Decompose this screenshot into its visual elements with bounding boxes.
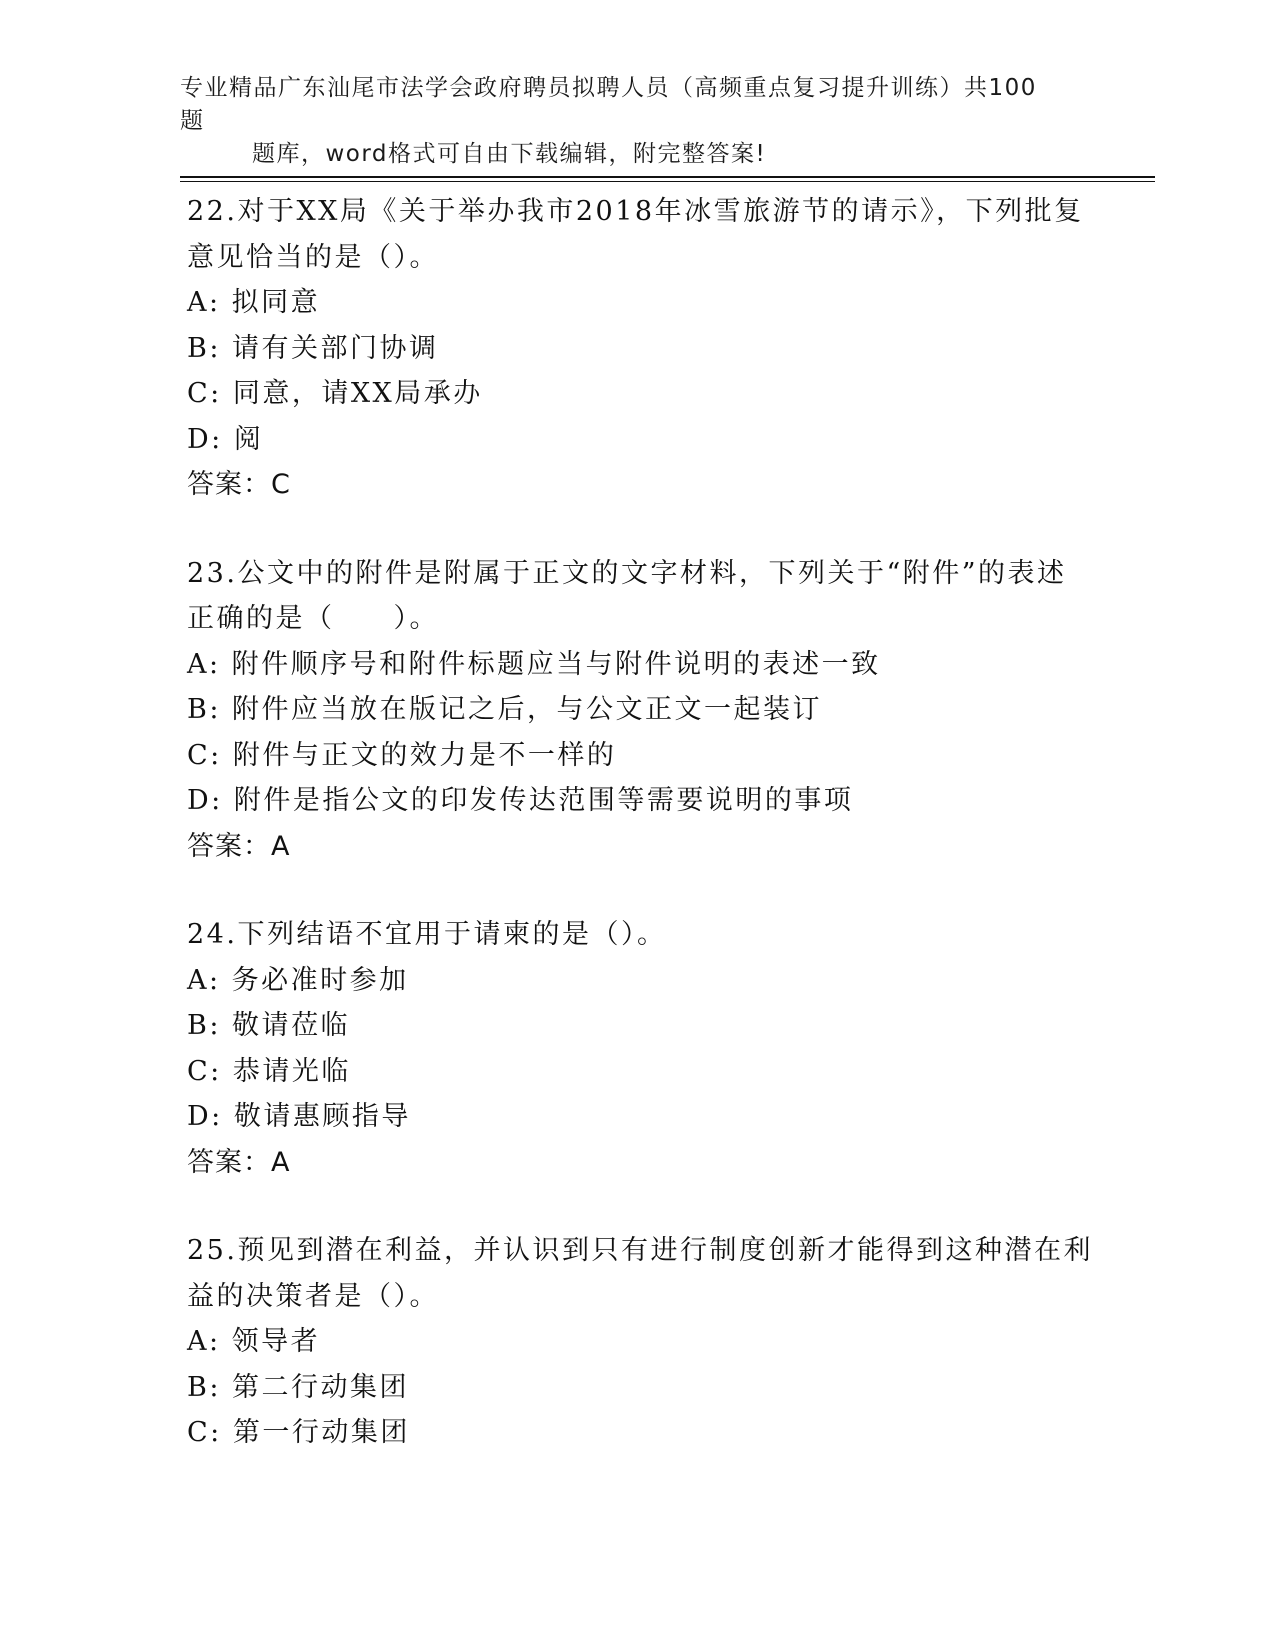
option-c: C: 第一行动集团 — [187, 1417, 410, 1448]
question-stem: 25.预见到潜在利益，并认识到只有进行制度创新才能得到这种潜在利 — [187, 1235, 1093, 1266]
question-23 — [187, 551, 1087, 870]
header-rule-thin — [180, 181, 1155, 182]
answer: 答案：A — [187, 830, 291, 862]
question-stem: 23.公文中的附件是附属于正文的文字材料，下列关于“附件”的表述 — [187, 557, 1067, 589]
header-rule-thick — [180, 176, 1155, 178]
option-c: C: 附件与正文的效力是不一样的 — [187, 739, 617, 771]
option-b: B: 第二行动集团 — [187, 1371, 410, 1403]
question-stem: 益的决策者是（）。 — [187, 1280, 439, 1312]
option-c: C: 恭请光临 — [187, 1055, 351, 1087]
option-d: D: 敬请惠顾指导 — [187, 1101, 411, 1132]
answer: 答案：A — [187, 1146, 291, 1178]
question-list — [187, 189, 1093, 1499]
option-a: A: 领导者 — [187, 1326, 321, 1357]
question-stem: 24.下列结语不宜用于请柬的是（）。 — [187, 919, 667, 950]
question-25 — [187, 1228, 1093, 1456]
question-stem: 正确的是（ ）。 — [187, 603, 439, 634]
option-a: A: 拟同意 — [187, 287, 321, 318]
option-a: A: 附件顺序号和附件标题应当与附件说明的表述一致 — [187, 648, 881, 680]
question-stem: 22.对于XX局《关于举办我市2018年冰雪旅游节的请示》，下列批复 — [187, 196, 1084, 227]
option-d: D: 阅 — [187, 423, 264, 455]
option-a: A: 务必准时参加 — [187, 964, 409, 996]
option-c: C: 同意，请XX局承办 — [187, 378, 483, 409]
question-24 — [187, 912, 1087, 1185]
question-stem: 意见恰当的是（）。 — [187, 241, 439, 273]
option-b: B: 敬请莅临 — [187, 1010, 351, 1041]
option-d: D: 附件是指公文的印发传达范围等需要说明的事项 — [187, 785, 854, 816]
option-b: B: 请有关部门协调 — [187, 332, 439, 364]
answer: 答案：C — [187, 469, 291, 500]
header-line-1: 专业精品广东汕尾市法学会政府聘员拟聘人员（高频重点复习提升训练）共100题 — [180, 75, 1037, 134]
option-b: B: 附件应当放在版记之后，与公文正文一起装订 — [187, 694, 823, 725]
header-line-2: 题库，word格式可自由下载编辑，附完整答案! — [252, 141, 767, 167]
document-header — [180, 72, 1060, 171]
question-22 — [187, 189, 1087, 508]
